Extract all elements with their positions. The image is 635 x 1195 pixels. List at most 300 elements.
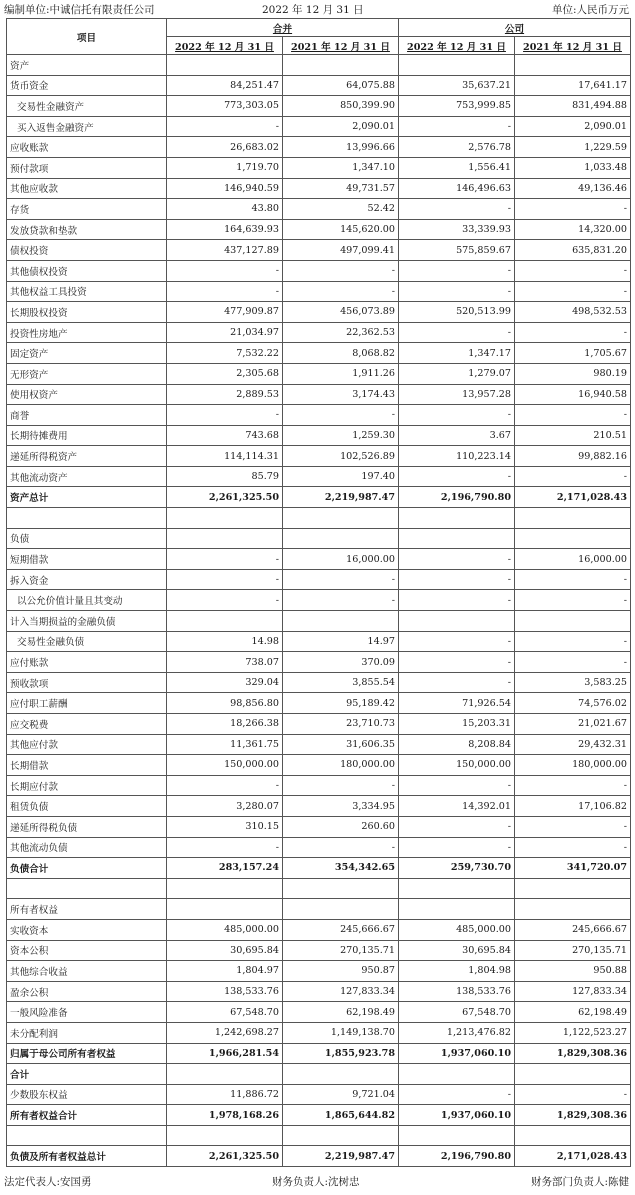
table-row (7, 940, 631, 961)
cell-value: 1,347.10 (283, 157, 399, 178)
table-row (7, 775, 631, 796)
table-row (7, 611, 631, 632)
row-label: 其他流动负债 (7, 837, 167, 858)
row-label: 应交税费 (7, 714, 167, 735)
section-row (7, 899, 631, 920)
cell-value: 8,068.82 (283, 343, 399, 364)
cell-value: 210.51 (515, 425, 631, 446)
row-label: 短期借款 (7, 549, 167, 570)
table-row (7, 178, 631, 199)
table-row (7, 363, 631, 384)
cell-value: 62,198.49 (283, 1002, 399, 1023)
cell-value: 753,999.85 (399, 96, 515, 117)
cell-value (515, 611, 631, 632)
cell-value (399, 528, 515, 549)
cell-value (515, 878, 631, 899)
col-header-consolidated-2021: 2021 年 12 月 31 日 (283, 37, 399, 55)
reporting-entity: 编制单位:中诚信托有限责任公司 (4, 4, 155, 16)
row-label: 预收款项 (7, 672, 167, 693)
cell-value: - (283, 775, 399, 796)
cell-value: - (515, 466, 631, 487)
cell-value: 773,303.05 (167, 96, 283, 117)
cell-value: 14.98 (167, 631, 283, 652)
cell-value: 497,099.41 (283, 240, 399, 261)
cell-value (283, 1125, 399, 1146)
report-footer (0, 1172, 635, 1192)
row-label: 递延所得税资产 (7, 446, 167, 467)
total-row (7, 487, 631, 508)
cell-value: 498,532.53 (515, 302, 631, 323)
cell-value: 520,513.99 (399, 302, 515, 323)
row-label: 未分配利润 (7, 1022, 167, 1043)
row-label: 归属于母公司所有者权益 (7, 1043, 167, 1064)
table-row (7, 693, 631, 714)
cell-value (283, 55, 399, 76)
cell-value: 354,342.65 (283, 858, 399, 879)
row-label: 盈余公积 (7, 981, 167, 1002)
row-label: 拆入资金 (7, 569, 167, 590)
cell-value: 2,171,028.43 (515, 1146, 631, 1167)
cell-value: 21,021.67 (515, 714, 631, 735)
cell-value: - (399, 281, 515, 302)
cell-value: 1,279.07 (399, 363, 515, 384)
cell-value: 197.40 (283, 466, 399, 487)
cell-value: - (167, 260, 283, 281)
legal-representative: 法定代表人:安国勇 (4, 1176, 92, 1188)
row-label: 其他债权投资 (7, 260, 167, 281)
row-label: 其他应付款 (7, 734, 167, 755)
table-row (7, 549, 631, 570)
cell-value: 1,719.70 (167, 157, 283, 178)
cell-value: 49,136.46 (515, 178, 631, 199)
row-label: 资本公积 (7, 940, 167, 961)
cell-value: 71,926.54 (399, 693, 515, 714)
table-row (7, 961, 631, 982)
table-row (7, 1084, 631, 1105)
cell-value: - (167, 775, 283, 796)
row-label: 应付职工薪酬 (7, 693, 167, 714)
cell-value: 150,000.00 (167, 755, 283, 776)
cell-value: - (399, 199, 515, 220)
cell-value (515, 508, 631, 529)
cell-value: 11,886.72 (167, 1084, 283, 1105)
cell-value (515, 1064, 631, 1085)
row-label: 实收资本 (7, 919, 167, 940)
cell-value: 1,804.98 (399, 961, 515, 982)
table-row (7, 1002, 631, 1023)
cell-value: 950.88 (515, 961, 631, 982)
cell-value (399, 611, 515, 632)
cell-value: 52.42 (283, 199, 399, 220)
col-header-consolidated-2022: 2022 年 12 月 31 日 (167, 37, 283, 55)
row-label: 无形资产 (7, 363, 167, 384)
cell-value: 14,392.01 (399, 796, 515, 817)
cell-value: 2,196,790.80 (399, 487, 515, 508)
row-label: 其他权益工具投资 (7, 281, 167, 302)
table-row (7, 157, 631, 178)
row-label: 少数股东权益 (7, 1084, 167, 1105)
cell-value: - (283, 569, 399, 590)
cell-value: 30,695.84 (399, 940, 515, 961)
cell-value: 1,978,168.26 (167, 1105, 283, 1126)
table-row (7, 734, 631, 755)
row-label: 交易性金融资产 (7, 96, 167, 117)
row-label: 负债合计 (7, 858, 167, 879)
blank-row (7, 508, 631, 529)
cell-value: 30,695.84 (167, 940, 283, 961)
cell-value: 18,266.38 (167, 714, 283, 735)
cell-value: 477,909.87 (167, 302, 283, 323)
cell-value: 341,720.07 (515, 858, 631, 879)
cell-value: - (399, 837, 515, 858)
table-row (7, 302, 631, 323)
cell-value: 145,620.00 (283, 219, 399, 240)
cell-value: 1,259.30 (283, 425, 399, 446)
row-label: 应收账款 (7, 137, 167, 158)
cell-value: 102,526.89 (283, 446, 399, 467)
cell-value: 127,833.34 (283, 981, 399, 1002)
cell-value (515, 1125, 631, 1146)
cell-value: 146,940.59 (167, 178, 283, 199)
consolidated-group-header: 合并 (167, 19, 399, 37)
row-label: 长期待摊费用 (7, 425, 167, 446)
table-row (7, 75, 631, 96)
cell-value: 2,219,987.47 (283, 1146, 399, 1167)
cell-value: - (399, 590, 515, 611)
table-row (7, 260, 631, 281)
row-label (7, 508, 167, 529)
cell-value: 3,280.07 (167, 796, 283, 817)
cell-value: 329.04 (167, 672, 283, 693)
table-row (7, 281, 631, 302)
cell-value: 23,710.73 (283, 714, 399, 735)
cell-value: 150,000.00 (399, 755, 515, 776)
cell-value (515, 899, 631, 920)
cell-value: 1,213,476.82 (399, 1022, 515, 1043)
cell-value (399, 55, 515, 76)
cell-value: 62,198.49 (515, 1002, 631, 1023)
cell-value: 13,957.28 (399, 384, 515, 405)
cell-value: 950.87 (283, 961, 399, 982)
cell-value: 33,339.93 (399, 219, 515, 240)
cell-value: 2,090.01 (515, 116, 631, 137)
cell-value: 1,937,060.10 (399, 1105, 515, 1126)
cell-value: - (283, 281, 399, 302)
cell-value: 127,833.34 (515, 981, 631, 1002)
row-label: 负债及所有者权益总计 (7, 1146, 167, 1167)
company-group-header: 公司 (399, 19, 631, 37)
cell-value: 1,937,060.10 (399, 1043, 515, 1064)
row-label: 长期应付款 (7, 775, 167, 796)
cell-value: 67,548.70 (167, 1002, 283, 1023)
cell-value: 84,251.47 (167, 75, 283, 96)
cell-value (167, 899, 283, 920)
cell-value: 1,122,523.27 (515, 1022, 631, 1043)
row-label: 交易性金融负债 (7, 631, 167, 652)
table-row (7, 714, 631, 735)
table-row (7, 631, 631, 652)
cell-value: - (399, 672, 515, 693)
cell-value (399, 1125, 515, 1146)
table-row (7, 569, 631, 590)
cell-value: - (399, 549, 515, 570)
cell-value: - (515, 652, 631, 673)
cell-value: 485,000.00 (167, 919, 283, 940)
cell-value: 99,882.16 (515, 446, 631, 467)
finance-head: 财务负责人:沈树忠 (272, 1176, 360, 1188)
table-row (7, 240, 631, 261)
cell-value: - (167, 405, 283, 426)
cell-value (167, 528, 283, 549)
cell-value: - (167, 590, 283, 611)
cell-value: 17,641.17 (515, 75, 631, 96)
cell-value: 2,090.01 (283, 116, 399, 137)
cell-value: 49,731.57 (283, 178, 399, 199)
row-label: 所有者权益 (7, 899, 167, 920)
table-row (7, 343, 631, 364)
cell-value (283, 528, 399, 549)
cell-value: 98,856.80 (167, 693, 283, 714)
cell-value (399, 508, 515, 529)
cell-value: 245,666.67 (515, 919, 631, 940)
cell-value (283, 899, 399, 920)
cell-value: - (515, 569, 631, 590)
cell-value: 2,576.78 (399, 137, 515, 158)
table-row (7, 837, 631, 858)
cell-value: - (515, 1084, 631, 1105)
table-row (7, 590, 631, 611)
cell-value: 270,135.71 (283, 940, 399, 961)
cell-value: 21,034.97 (167, 322, 283, 343)
row-label: 其他流动资产 (7, 466, 167, 487)
cell-value: 1,347.17 (399, 343, 515, 364)
table-row (7, 796, 631, 817)
row-label: 所有者权益合计 (7, 1105, 167, 1126)
table-row (7, 405, 631, 426)
total-row (7, 1043, 631, 1064)
total-row (7, 1105, 631, 1126)
table-row (7, 425, 631, 446)
cell-value (283, 878, 399, 899)
cell-value: - (167, 281, 283, 302)
row-label: 商誉 (7, 405, 167, 426)
cell-value: 1,855,923.78 (283, 1043, 399, 1064)
table-body (7, 55, 631, 1167)
cell-value: - (515, 281, 631, 302)
cell-value: - (283, 590, 399, 611)
row-label (7, 1125, 167, 1146)
cell-value: 2,261,325.50 (167, 487, 283, 508)
cell-value: 743.68 (167, 425, 283, 446)
row-label (7, 878, 167, 899)
cell-value: 14.97 (283, 631, 399, 652)
cell-value: - (399, 466, 515, 487)
cell-value (167, 611, 283, 632)
cell-value: 1,033.48 (515, 157, 631, 178)
report-header (0, 0, 635, 16)
cell-value: - (399, 816, 515, 837)
cell-value: 3,583.25 (515, 672, 631, 693)
cell-value: - (515, 631, 631, 652)
cell-value: - (399, 260, 515, 281)
section-row (7, 528, 631, 549)
cell-value: - (515, 199, 631, 220)
cell-value: 3,174.43 (283, 384, 399, 405)
cell-value: - (515, 816, 631, 837)
cell-value: 26,683.02 (167, 137, 283, 158)
cell-value (167, 878, 283, 899)
cell-value: - (283, 260, 399, 281)
cell-value: 64,075.88 (283, 75, 399, 96)
cell-value: 95,189.42 (283, 693, 399, 714)
cell-value: 8,208.84 (399, 734, 515, 755)
table-row (7, 816, 631, 837)
cell-value: 43.80 (167, 199, 283, 220)
cell-value: 245,666.67 (283, 919, 399, 940)
table-row (7, 116, 631, 137)
row-label: 投资性房地产 (7, 322, 167, 343)
table-row (7, 652, 631, 673)
row-label: 应付账款 (7, 652, 167, 673)
cell-value: - (515, 590, 631, 611)
cell-value: 635,831.20 (515, 240, 631, 261)
cell-value: 260.60 (283, 816, 399, 837)
cell-value: 2,171,028.43 (515, 487, 631, 508)
cell-value: 850,399.90 (283, 96, 399, 117)
cell-value: 14,320.00 (515, 219, 631, 240)
cell-value: - (167, 116, 283, 137)
table-row (7, 322, 631, 343)
cell-value: 7,532.22 (167, 343, 283, 364)
row-label: 以公允价值计量且其变动 (7, 590, 167, 611)
cell-value (167, 1125, 283, 1146)
table-row (7, 755, 631, 776)
row-label: 资产总计 (7, 487, 167, 508)
cell-value: - (167, 569, 283, 590)
cell-value: 1,229.59 (515, 137, 631, 158)
cell-value (399, 878, 515, 899)
cell-value: 1,705.67 (515, 343, 631, 364)
table-row (7, 981, 631, 1002)
row-label: 一般风险准备 (7, 1002, 167, 1023)
table-row (7, 219, 631, 240)
finance-dept-head: 财务部门负责人:陈健 (530, 1176, 629, 1188)
cell-value (167, 1064, 283, 1085)
row-label: 长期股权投资 (7, 302, 167, 323)
cell-value: 310.15 (167, 816, 283, 837)
blank-row (7, 878, 631, 899)
cell-value: 3.67 (399, 425, 515, 446)
cell-value: 29,432.31 (515, 734, 631, 755)
cell-value: - (283, 837, 399, 858)
cell-value (283, 1064, 399, 1085)
row-label: 债权投资 (7, 240, 167, 261)
cell-value: - (399, 652, 515, 673)
cell-value: - (399, 322, 515, 343)
cell-value (167, 508, 283, 529)
cell-value: 3,334.95 (283, 796, 399, 817)
row-label: 递延所得税负债 (7, 816, 167, 837)
row-label: 预付款项 (7, 157, 167, 178)
cell-value: 1,149,138.70 (283, 1022, 399, 1043)
cell-value: 114,114.31 (167, 446, 283, 467)
cell-value: 17,106.82 (515, 796, 631, 817)
row-label: 其他应收款 (7, 178, 167, 199)
cell-value: - (515, 775, 631, 796)
cell-value: 3,855.54 (283, 672, 399, 693)
cell-value: 270,135.71 (515, 940, 631, 961)
cell-value: 164,639.93 (167, 219, 283, 240)
blank-row (7, 1125, 631, 1146)
cell-value: - (515, 260, 631, 281)
cell-value: 2,261,325.50 (167, 1146, 283, 1167)
total-row (7, 1064, 631, 1085)
cell-value: 259,730.70 (399, 858, 515, 879)
cell-value: 1,829,308.36 (515, 1105, 631, 1126)
cell-value: 138,533.76 (399, 981, 515, 1002)
cell-value: - (167, 837, 283, 858)
row-label: 计入当期损益的金融负债 (7, 611, 167, 632)
cell-value: - (283, 405, 399, 426)
cell-value: 1,829,308.36 (515, 1043, 631, 1064)
cell-value: 16,940.58 (515, 384, 631, 405)
cell-value: 85.79 (167, 466, 283, 487)
cell-value: 35,637.21 (399, 75, 515, 96)
row-label: 资产 (7, 55, 167, 76)
currency-unit: 单位:人民币万元 (551, 4, 629, 16)
table-row (7, 384, 631, 405)
cell-value: - (399, 569, 515, 590)
cell-value: - (399, 1084, 515, 1105)
col-header-company-2022: 2022 年 12 月 31 日 (399, 37, 515, 55)
balance-sheet-table (6, 18, 631, 1167)
cell-value (283, 508, 399, 529)
cell-value: 110,223.14 (399, 446, 515, 467)
row-label: 其他综合收益 (7, 961, 167, 982)
cell-value: 1,556.41 (399, 157, 515, 178)
row-label: 存货 (7, 199, 167, 220)
row-label: 合计 (7, 1064, 167, 1085)
cell-value: 11,361.75 (167, 734, 283, 755)
cell-value: 31,606.35 (283, 734, 399, 755)
cell-value: 22,362.53 (283, 322, 399, 343)
cell-value (167, 55, 283, 76)
col-header-company-2021: 2021 年 12 月 31 日 (515, 37, 631, 55)
row-label: 使用权资产 (7, 384, 167, 405)
row-label: 买入返售金融资产 (7, 116, 167, 137)
cell-value: 485,000.00 (399, 919, 515, 940)
row-label: 货币资金 (7, 75, 167, 96)
table-row (7, 1022, 631, 1043)
table-row (7, 96, 631, 117)
cell-value (515, 528, 631, 549)
cell-value: - (167, 549, 283, 570)
report-date: 2022 年 12 月 31 日 (262, 4, 364, 16)
cell-value: 1,966,281.54 (167, 1043, 283, 1064)
cell-value: 2,196,790.80 (399, 1146, 515, 1167)
cell-value: 180,000.00 (283, 755, 399, 776)
cell-value: 9,721.04 (283, 1084, 399, 1105)
cell-value: - (399, 775, 515, 796)
cell-value: 370.09 (283, 652, 399, 673)
cell-value: - (399, 631, 515, 652)
table-row (7, 919, 631, 940)
cell-value (399, 899, 515, 920)
cell-value (283, 611, 399, 632)
row-label: 固定资产 (7, 343, 167, 364)
row-label: 发放贷款和垫款 (7, 219, 167, 240)
cell-value (515, 55, 631, 76)
